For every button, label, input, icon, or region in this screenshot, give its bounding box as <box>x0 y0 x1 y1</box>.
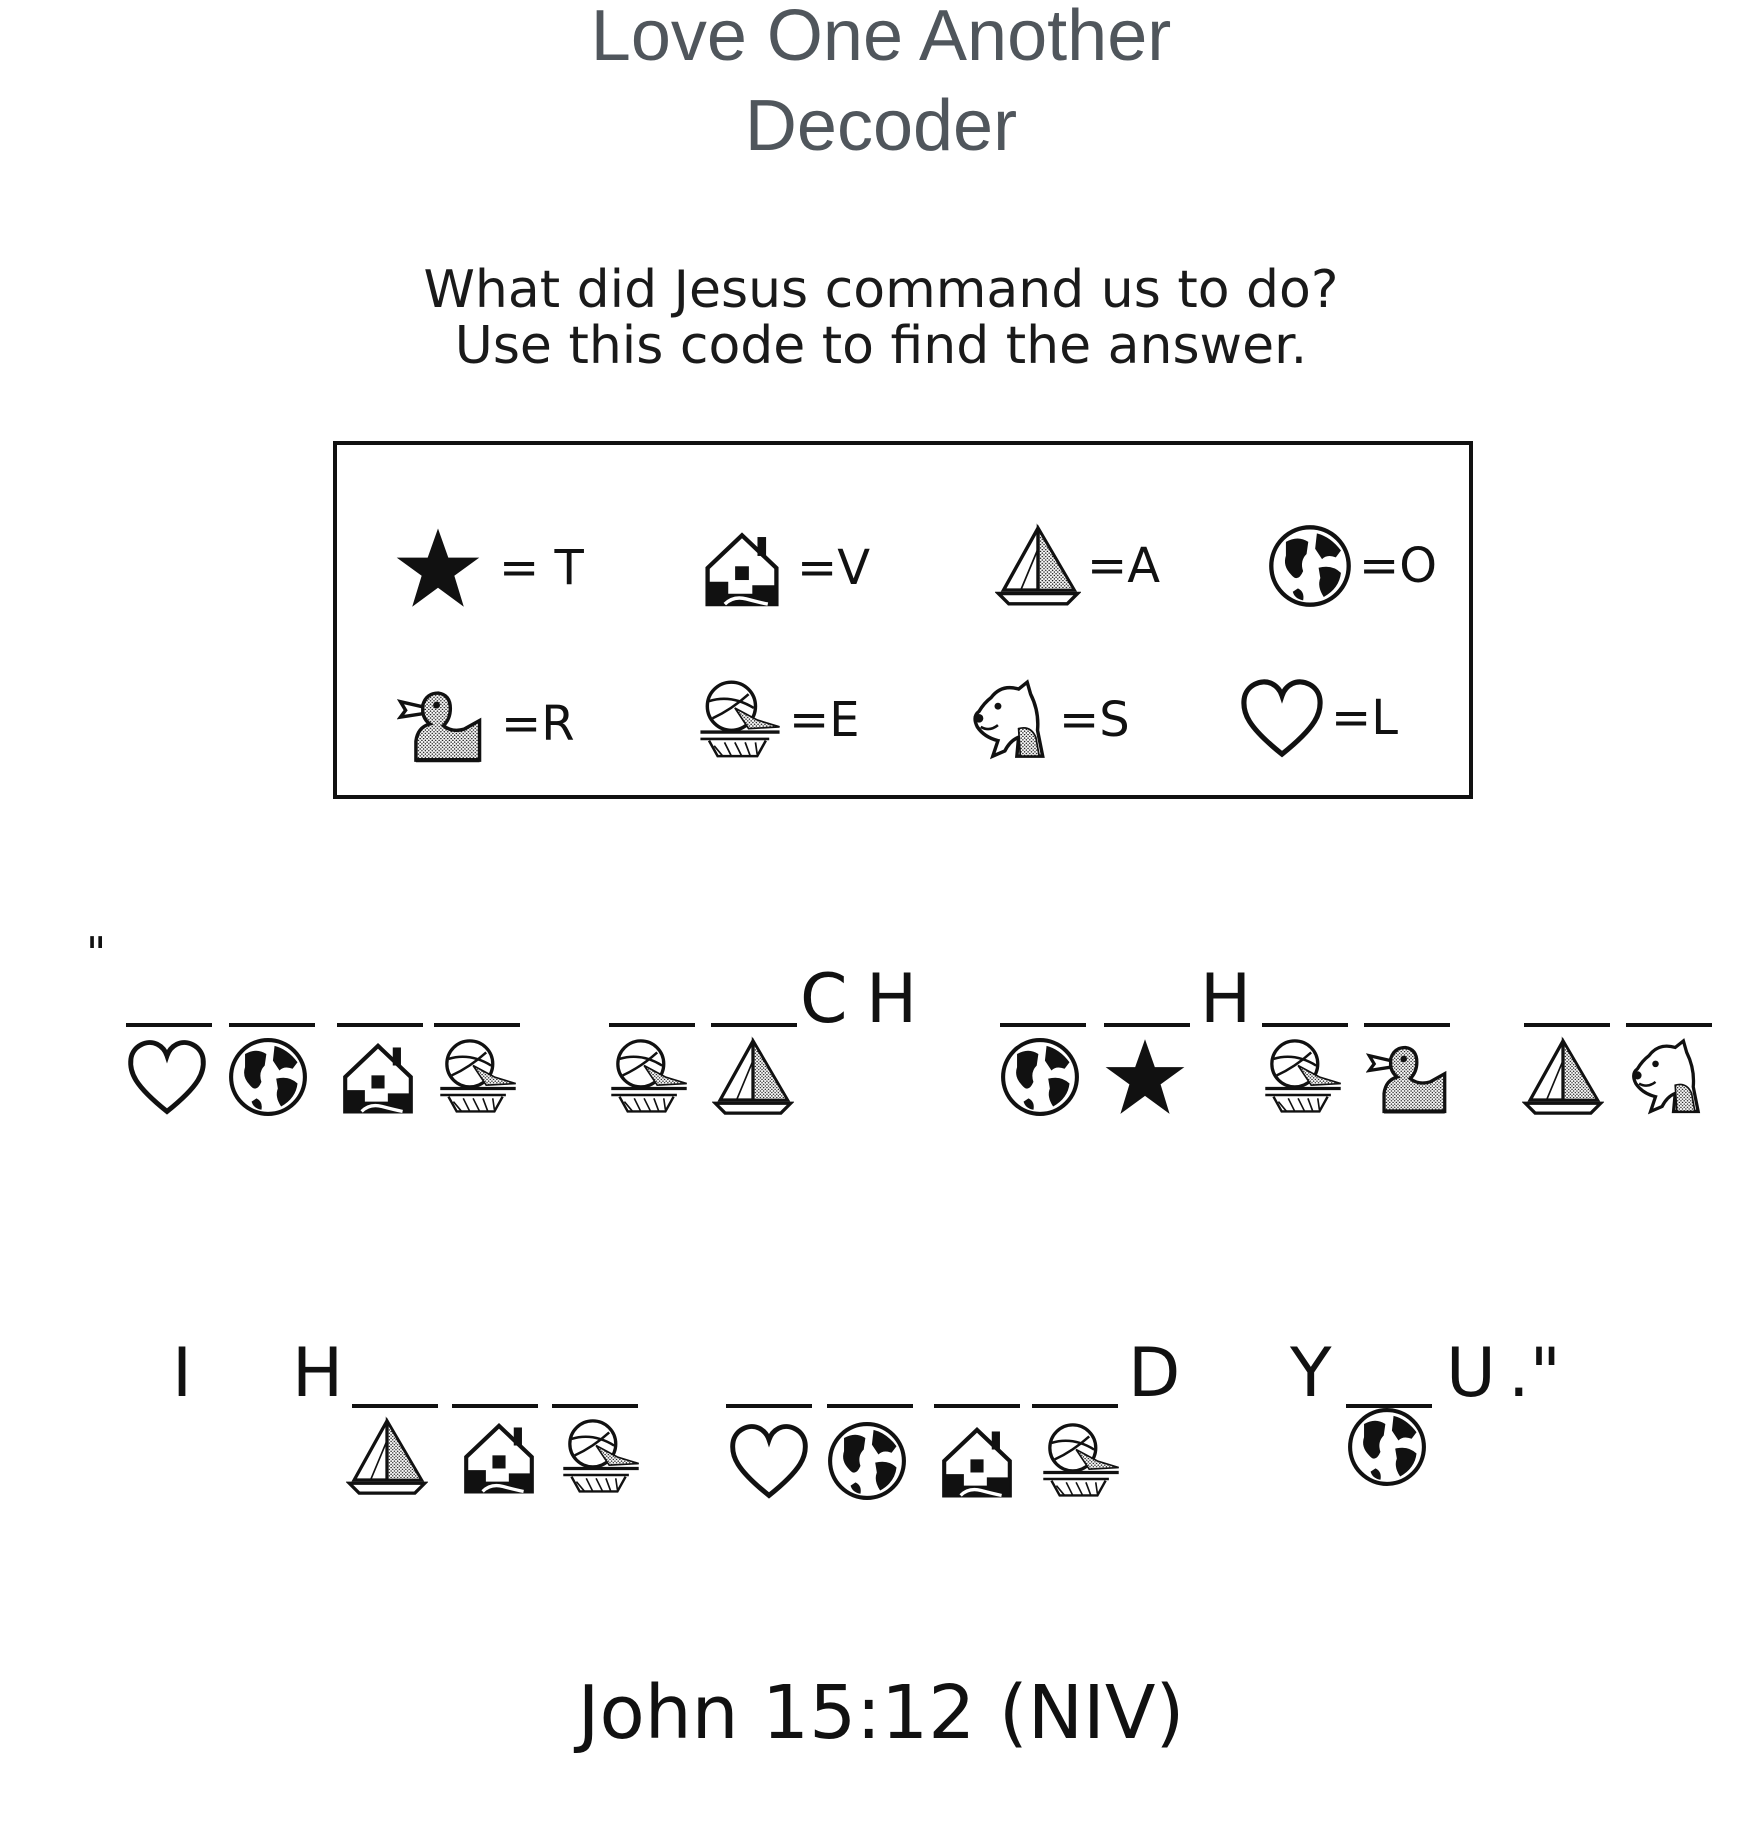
globe-icon <box>826 1420 908 1502</box>
house-icon <box>458 1416 540 1498</box>
key-entry-o <box>1267 523 1437 609</box>
sailboat-icon <box>712 1036 794 1118</box>
key-label: =E <box>789 692 860 748</box>
globe-icon <box>1267 523 1353 609</box>
given-letter: D <box>1128 1334 1181 1413</box>
key-label: =L <box>1331 690 1398 746</box>
given-letter: I <box>172 1334 193 1413</box>
globe-icon <box>999 1036 1081 1118</box>
answer-blank <box>1262 1023 1348 1027</box>
answer-blank <box>434 1023 520 1027</box>
answer-blank <box>827 1404 913 1408</box>
star-icon <box>395 525 481 611</box>
given-letter: H <box>866 960 918 1039</box>
house-icon <box>936 1420 1018 1502</box>
key-entry-v <box>699 525 870 611</box>
key-entry-a <box>995 523 1160 609</box>
dog-icon <box>967 677 1053 763</box>
scripture-reference: John 15:12 (NIV) <box>577 1670 1185 1756</box>
heart-icon <box>1239 675 1325 761</box>
key-entry-r <box>397 681 575 767</box>
key-label: =O <box>1359 538 1437 594</box>
globe-icon <box>1346 1406 1428 1488</box>
answer-blank <box>552 1404 638 1408</box>
answer-blank <box>452 1404 538 1408</box>
close-quote: ." <box>1508 1334 1561 1413</box>
given-letter: U <box>1446 1334 1496 1413</box>
key-entry-e <box>697 677 860 763</box>
duck-icon <box>397 681 483 767</box>
key-label: =R <box>501 696 575 752</box>
key-label: = T <box>499 540 584 596</box>
answer-blank <box>1626 1023 1712 1027</box>
key-label: =A <box>1087 538 1161 594</box>
answer-blank <box>337 1023 423 1027</box>
answer-blank <box>726 1404 812 1408</box>
basketball-hoop-icon <box>1262 1036 1344 1118</box>
basketball-hoop-icon <box>697 677 783 763</box>
key-entry-s <box>967 677 1130 763</box>
answer-blank <box>1524 1023 1610 1027</box>
basketball-hoop-icon <box>1040 1420 1122 1502</box>
answer-blank <box>352 1404 438 1408</box>
page-title: Love One Another <box>590 0 1172 76</box>
given-letter: C <box>800 960 848 1039</box>
answer-blank <box>934 1404 1020 1408</box>
page-subtitle: Decoder <box>744 86 1018 166</box>
house-icon <box>699 525 785 611</box>
answer-blank <box>1364 1023 1450 1027</box>
given-letter: Y <box>1290 1334 1332 1413</box>
sailboat-icon <box>995 523 1081 609</box>
dog-icon <box>1626 1036 1708 1118</box>
heart-icon <box>126 1036 208 1118</box>
answer-blank <box>1032 1404 1118 1408</box>
key-label: =V <box>797 540 871 596</box>
duck-icon <box>1366 1036 1448 1118</box>
basketball-hoop-icon <box>608 1036 690 1118</box>
answer-blank <box>229 1023 315 1027</box>
given-letter: H <box>1200 960 1252 1039</box>
answer-blank <box>609 1023 695 1027</box>
given-letter: H <box>292 1334 344 1413</box>
basketball-hoop-icon <box>437 1036 519 1118</box>
instruction-question: What did Jesus command us to do? <box>423 260 1339 320</box>
basketball-hoop-icon <box>560 1416 642 1498</box>
answer-blank <box>1000 1023 1086 1027</box>
sailboat-icon <box>1522 1036 1604 1118</box>
open-quote: " <box>86 928 107 979</box>
globe-icon <box>227 1036 309 1118</box>
key-label: =S <box>1059 692 1130 748</box>
answer-blank <box>126 1023 212 1027</box>
heart-icon <box>728 1420 810 1502</box>
sailboat-icon <box>346 1416 428 1498</box>
answer-blank <box>711 1023 797 1027</box>
answer-blank <box>1104 1023 1190 1027</box>
house-icon <box>337 1036 419 1118</box>
star-icon <box>1104 1036 1186 1118</box>
instruction-direction: Use this code to find the answer. <box>454 316 1308 376</box>
key-entry-l <box>1239 675 1398 761</box>
code-key-box <box>333 441 1473 799</box>
key-entry-t <box>395 525 584 611</box>
